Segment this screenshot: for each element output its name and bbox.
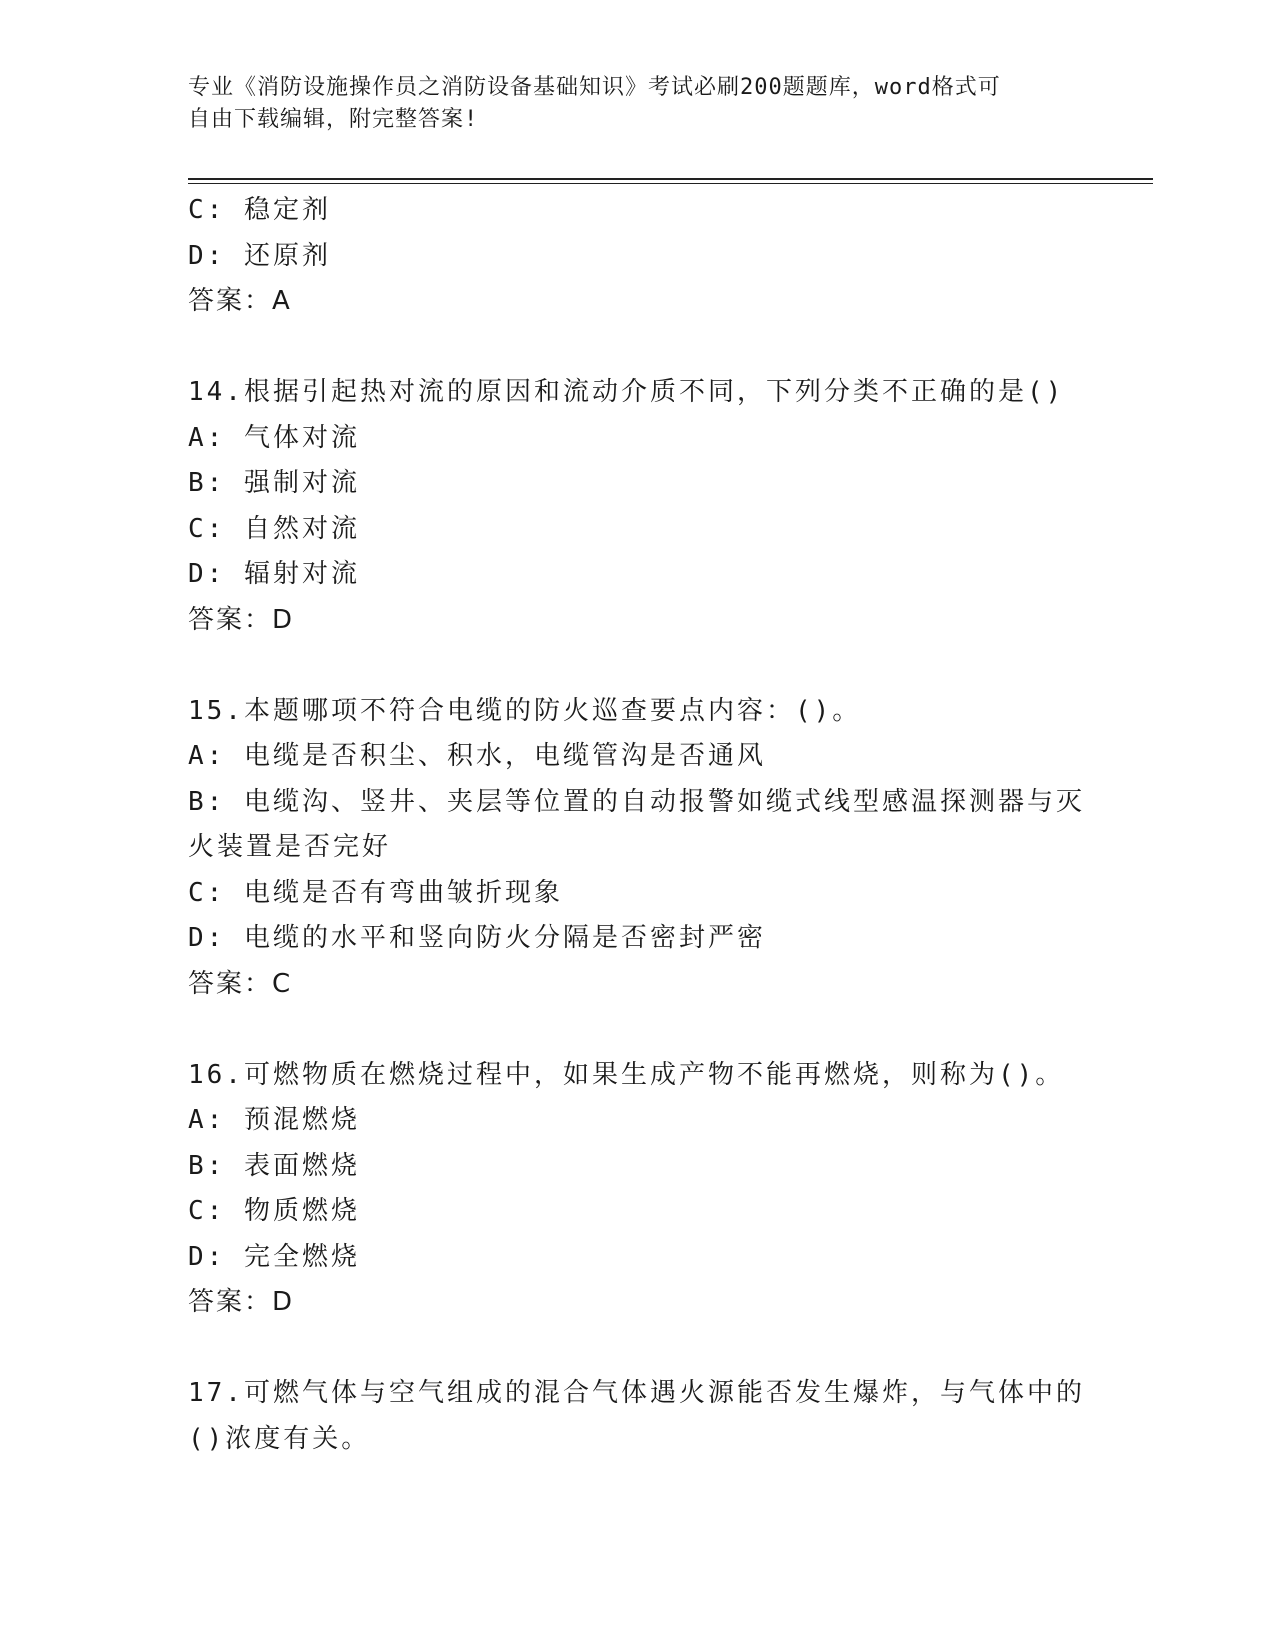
document-header <box>188 72 1068 136</box>
option-c: C: 电缆是否有弯曲皱折现象 <box>188 877 563 908</box>
option-b: B: 强制对流 <box>188 468 360 498</box>
answer: 答案：C <box>188 968 293 999</box>
header-rule-thick <box>188 178 1153 180</box>
question-stem-line-2: ()浓度有关。 <box>188 1423 371 1454</box>
option-d: D: 完全燃烧 <box>188 1241 360 1272</box>
header-line-1: 专业《消防设施操作员之消防设备基础知识》考试必刷200题题库，word格式可 <box>188 75 1001 100</box>
option-b: B: 表面燃烧 <box>188 1150 360 1181</box>
question-stem: 15.本题哪项不符合电缆的防火巡查要点内容：()。 <box>188 695 862 726</box>
option-d: D: 还原剂 <box>188 240 331 271</box>
option-c: C: 稳定剂 <box>188 195 331 225</box>
header-line-2: 自由下载编辑，附完整答案! <box>188 107 479 132</box>
option-a: A: 气体对流 <box>188 422 360 453</box>
question-14 <box>188 370 1088 643</box>
question-list <box>188 188 1088 1462</box>
option-b-line-2: 火装置是否完好 <box>188 832 392 862</box>
question-stem: 14.根据引起热对流的原因和流动介质不同，下列分类不正确的是() <box>188 377 1065 407</box>
answer: 答案：A <box>188 286 292 316</box>
question-16 <box>188 1053 1088 1326</box>
answer: 答案：D <box>188 1287 295 1317</box>
option-c: C: 物质燃烧 <box>188 1196 360 1226</box>
question-stem: 16.可燃物质在燃烧过程中，如果生成产物不能再燃烧，则称为()。 <box>188 1059 1065 1090</box>
question-15 <box>188 689 1088 1008</box>
option-b-line-1: B: 电缆沟、竖井、夹层等位置的自动报警如缆式线型感温探测器与灭 <box>188 786 1085 817</box>
option-d: D: 辐射对流 <box>188 559 360 589</box>
question-stem-line-1: 17.可燃气体与空气组成的混合气体遇火源能否发生爆炸，与气体中的 <box>188 1378 1085 1408</box>
option-c: C: 自然对流 <box>188 513 360 544</box>
answer: 答案：D <box>188 604 295 635</box>
option-a: A: 电缆是否积尘、积水，电缆管沟是否通风 <box>188 741 766 771</box>
option-a: A: 预混燃烧 <box>188 1105 360 1135</box>
option-d: D: 电缆的水平和竖向防火分隔是否密封严密 <box>188 923 766 953</box>
question-13-tail <box>188 188 1088 325</box>
header-rule-thin <box>188 183 1153 184</box>
question-17 <box>188 1371 1088 1462</box>
